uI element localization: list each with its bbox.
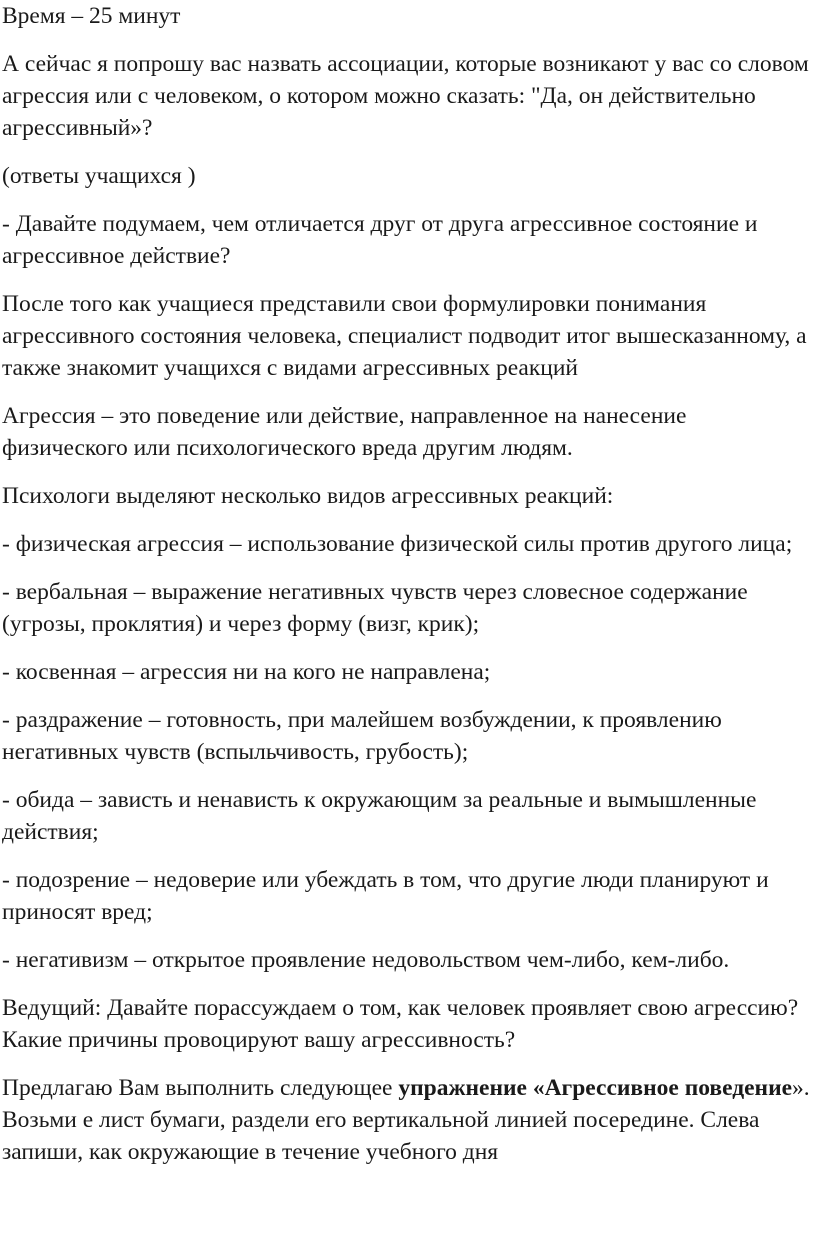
paragraph-definition: Агрессия – это поведение или действие, направленное на нанесение физического или психологического вреда другим людям.	[2, 403, 687, 461]
paragraph-specialist-summary: После того как учащиеся представили свои формулировки понимания агрессивного состояния человека, специалист подводит итог вышесказанному, а также знакомит учащихся с видами агрессивных реакций	[2, 291, 807, 381]
exercise-prefix: Предлагаю Вам выполнить следующее	[2, 1075, 399, 1101]
list-item-physical: - физическая агрессия – использование физической силы против другого лица;	[2, 531, 793, 557]
list-item-verbal: - вербальная – выражение негативных чувств через словесное содержание (угрозы, проклятия) и через форму (визг, крик);	[2, 579, 748, 637]
document-page	[2, 0, 814, 1168]
list-item-negativism: - негативизм – открытое проявление недовольством чем-либо, кем-либо.	[2, 947, 730, 973]
paragraph-student-answers: (ответы учащихся )	[2, 163, 196, 189]
time-line: Время – 25 минут	[2, 3, 181, 29]
list-item-resentment: - обида – зависть и ненависть к окружающим за реальные и вымышленные действия;	[2, 787, 757, 845]
paragraph-exercise	[2, 1072, 814, 1168]
exercise-title: упражнение «Агрессивное поведение	[398, 1075, 793, 1101]
list-item-indirect: - косвенная – агрессия ни на кого не направлена;	[2, 659, 491, 685]
exercise-suffix: ». Возьми е лист бумаги, раздели его вертикальной линией посередине. Слева запиши, как окружающие в течение учебного дня	[2, 1075, 810, 1165]
paragraph-host: Ведущий: Давайте порассуждаем о том, как человек проявляет свою агрессию? Какие причины провоцируют вашу агрессивность?	[2, 995, 799, 1053]
paragraph-question-difference: - Давайте подумаем, чем отличается друг от друга агрессивное состояние и агрессивное действие?	[2, 211, 758, 269]
list-item-irritation: - раздражение – готовность, при малейшем возбуждении, к проявлению негативных чувств (вспыльчивость, грубость);	[2, 707, 722, 765]
paragraph-types-intro: Психологи выделяют несколько видов агрессивных реакций:	[2, 483, 614, 509]
list-item-suspicion: - подозрение – недоверие или убеждать в том, что другие люди планируют и приносят вред;	[2, 867, 769, 925]
paragraph-associations: А сейчас я попрошу вас назвать ассоциации, которые возникают у вас со словом агрессия или с человеком, о котором можно сказать: "Да, он действительно агрессивный»?	[2, 51, 809, 141]
